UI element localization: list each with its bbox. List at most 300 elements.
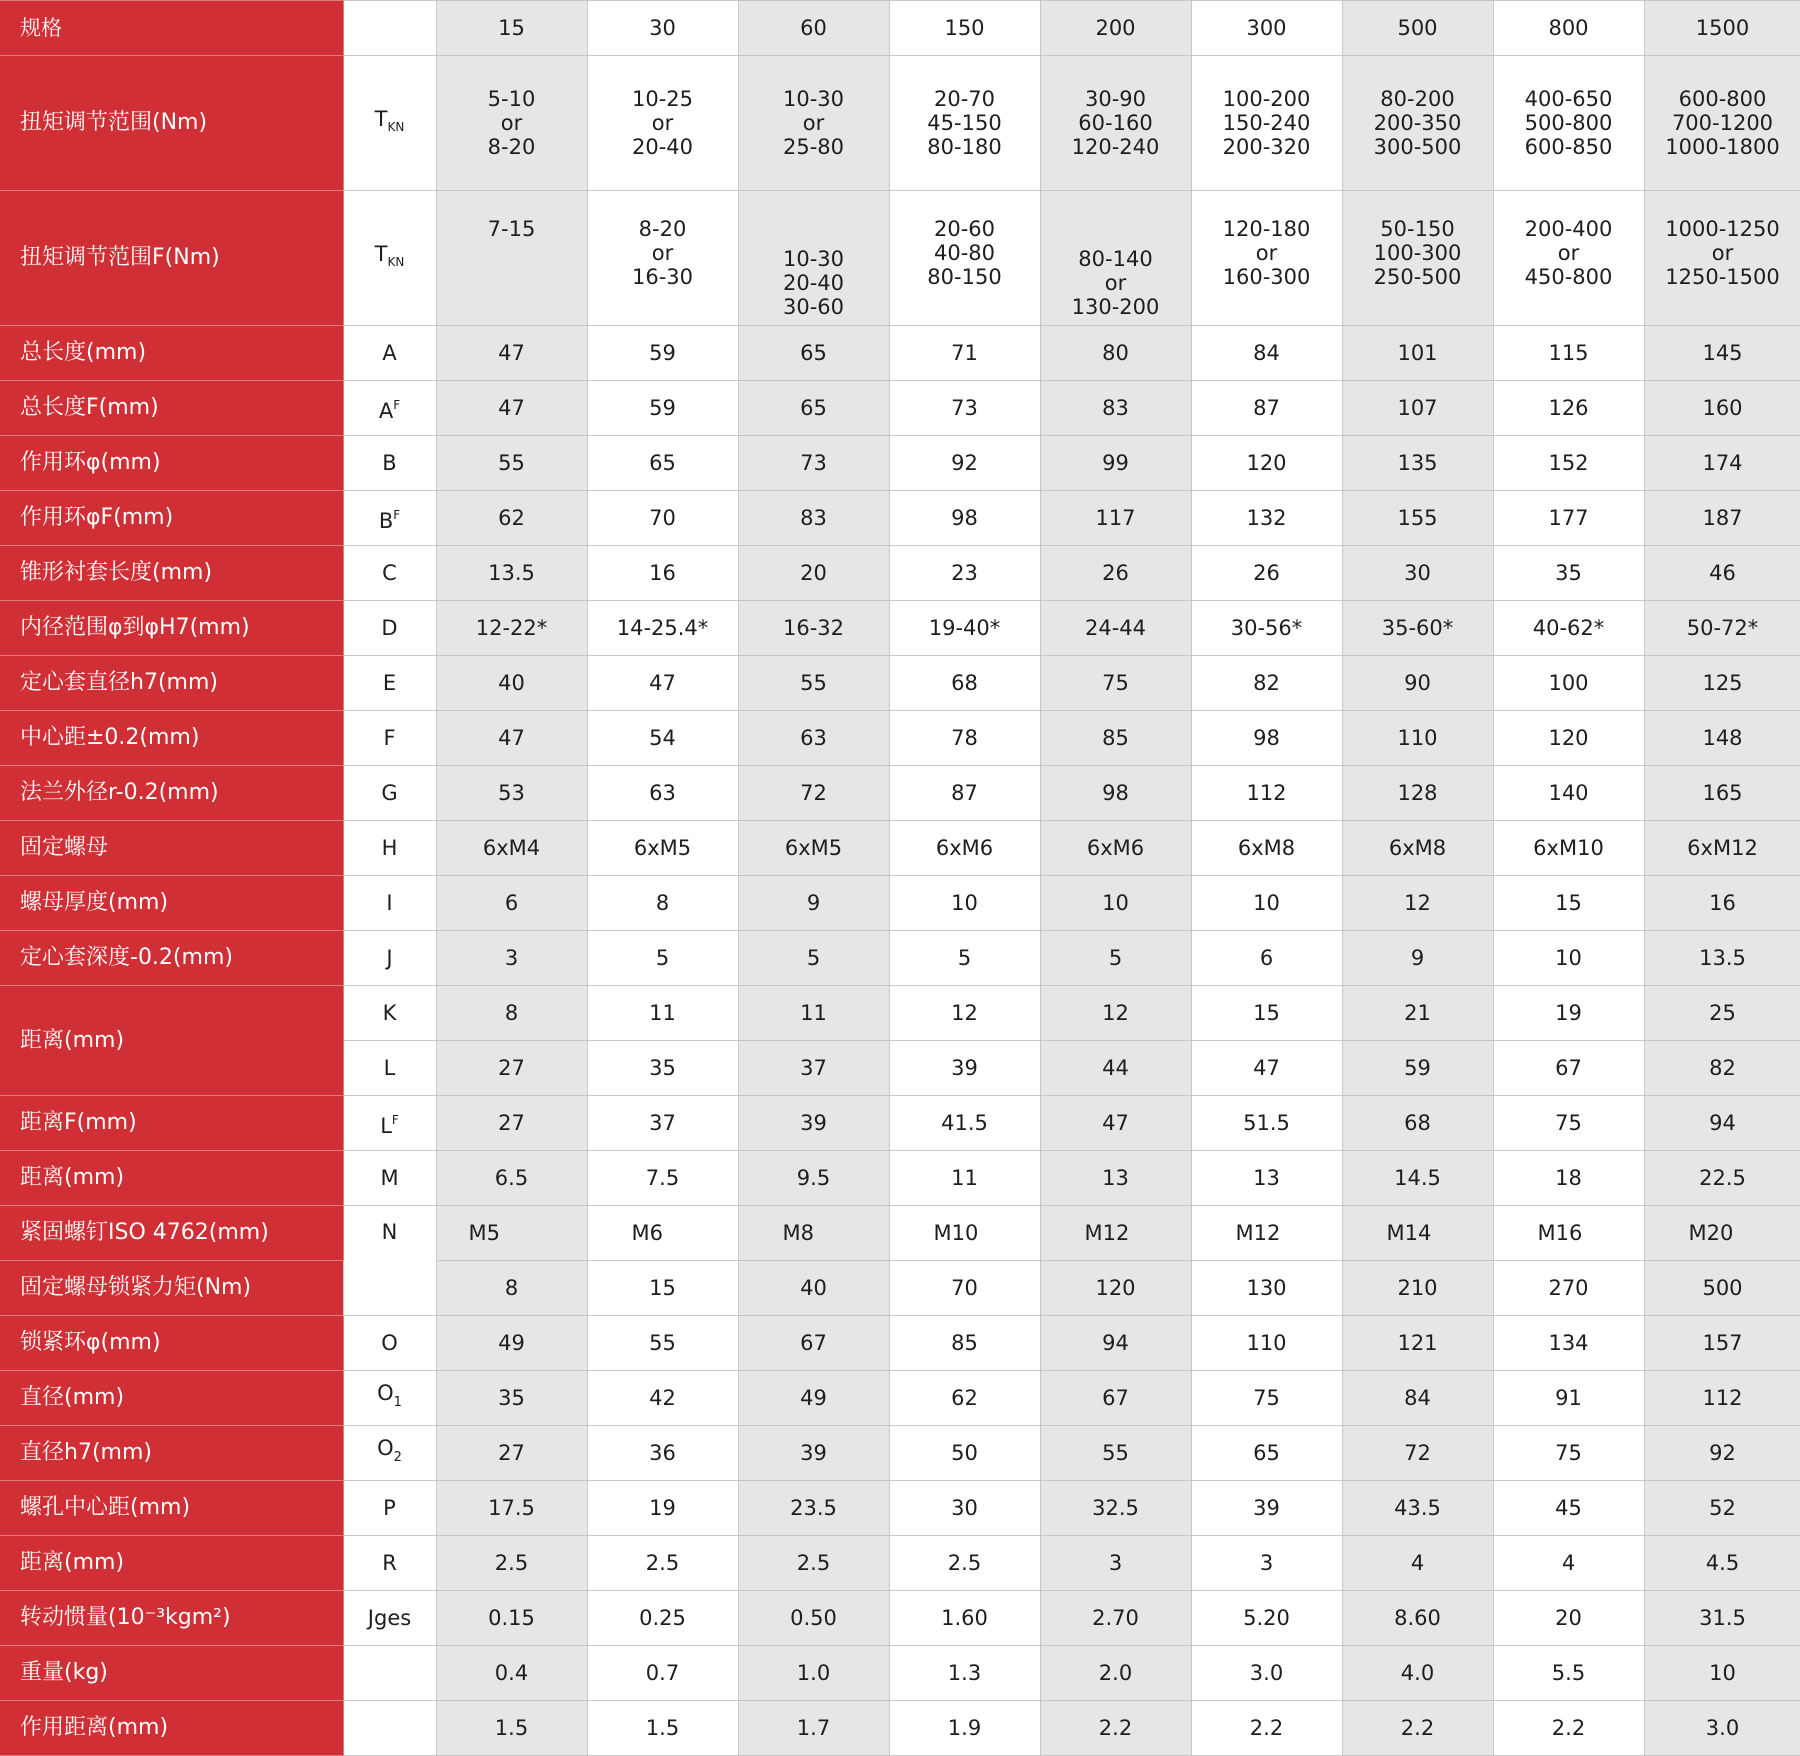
value-cell: 12-22* <box>436 601 587 656</box>
table-row <box>0 56 1800 191</box>
value-cell: 85 <box>1040 711 1191 766</box>
value-cell: 200-400 or 450-800 <box>1493 191 1644 326</box>
value-cell: 145 <box>1644 326 1800 381</box>
table-row <box>0 1371 1800 1426</box>
value-cell: 27 <box>436 1096 587 1151</box>
value-cell: M8 <box>738 1206 889 1261</box>
value-cell: 54 <box>587 711 738 766</box>
value-cell: 14.5 <box>1342 1151 1493 1206</box>
row-label: 锁紧环φ(mm) <box>0 1316 343 1371</box>
value-cell: 5 <box>1040 931 1191 986</box>
row-symbol: $T_{KN}$ <box>343 191 436 326</box>
row-label: 固定螺母 <box>0 821 343 876</box>
table-row <box>0 1261 1800 1316</box>
value-cell: 9 <box>1342 931 1493 986</box>
row-label: 总长度(mm) <box>0 326 343 381</box>
table-row <box>0 711 1800 766</box>
value-cell: 500 <box>1644 1261 1800 1316</box>
value-cell: 73 <box>738 436 889 491</box>
value-cell: 1.7 <box>738 1701 889 1756</box>
value-cell: 94 <box>1040 1316 1191 1371</box>
row-label: 距离(mm) <box>0 1151 343 1206</box>
value-cell: 39 <box>889 1041 1040 1096</box>
value-cell: 5-10 or 8-20 <box>436 56 587 191</box>
value-cell: 6xM6 <box>889 821 1040 876</box>
header-label: 规格 <box>0 1 343 56</box>
value-cell: 85 <box>889 1316 1040 1371</box>
value-cell: 99 <box>1040 436 1191 491</box>
value-cell: 37 <box>738 1041 889 1096</box>
value-cell: 67 <box>738 1316 889 1371</box>
value-cell: 20 <box>738 546 889 601</box>
value-cell: 19 <box>587 1481 738 1536</box>
value-cell: 43.5 <box>1342 1481 1493 1536</box>
value-cell: 4.0 <box>1342 1646 1493 1701</box>
value-cell: 5.5 <box>1493 1646 1644 1701</box>
row-label: 作用环φF(mm) <box>0 491 343 546</box>
value-cell: 270 <box>1493 1261 1644 1316</box>
value-cell: M5 <box>436 1206 587 1261</box>
row-symbol: O <box>343 1316 436 1371</box>
value-cell: 35 <box>436 1371 587 1426</box>
value-cell: 5 <box>889 931 1040 986</box>
value-cell: 174 <box>1644 436 1800 491</box>
value-cell: 112 <box>1644 1371 1800 1426</box>
size-header: 500 <box>1342 1 1493 56</box>
value-cell: 8 <box>436 1261 587 1316</box>
value-cell: 6.5 <box>436 1151 587 1206</box>
value-cell: 4 <box>1342 1536 1493 1591</box>
value-cell: 80-140 or 130-200 <box>1040 191 1191 326</box>
value-cell: 63 <box>738 711 889 766</box>
row-label: 中心距±0.2(mm) <box>0 711 343 766</box>
table-row <box>0 931 1800 986</box>
value-cell: 2.2 <box>1493 1701 1644 1756</box>
value-cell: 90 <box>1342 656 1493 711</box>
value-cell: 120 <box>1040 1261 1191 1316</box>
value-cell: 9 <box>738 876 889 931</box>
row-symbol: E <box>343 656 436 711</box>
value-cell: 135 <box>1342 436 1493 491</box>
value-cell: 5.20 <box>1191 1591 1342 1646</box>
value-cell: 110 <box>1342 711 1493 766</box>
value-cell: 8.60 <box>1342 1591 1493 1646</box>
size-header: 1500 <box>1644 1 1800 56</box>
value-cell: 50-72* <box>1644 601 1800 656</box>
value-cell: 16 <box>587 546 738 601</box>
value-cell: 82 <box>1191 656 1342 711</box>
value-cell: 120 <box>1191 436 1342 491</box>
row-symbol: H <box>343 821 436 876</box>
value-cell: 10-30 20-40 30-60 <box>738 191 889 326</box>
value-cell: 107 <box>1342 381 1493 436</box>
value-cell: M6 <box>587 1206 738 1261</box>
value-cell: 30-56* <box>1191 601 1342 656</box>
table-row <box>0 1206 1800 1261</box>
value-cell: 2.2 <box>1342 1701 1493 1756</box>
value-cell: 600-800 700-1200 1000-1800 <box>1644 56 1800 191</box>
value-cell: 80 <box>1040 326 1191 381</box>
value-cell: 87 <box>889 766 1040 821</box>
row-label: 扭矩调节范围F(Nm) <box>0 191 343 326</box>
value-cell: 15 <box>1191 986 1342 1041</box>
value-cell: 49 <box>436 1316 587 1371</box>
value-cell: 98 <box>1040 766 1191 821</box>
row-symbol <box>343 1646 436 1701</box>
row-label: 锥形衬套长度(mm) <box>0 546 343 601</box>
value-cell: 55 <box>738 656 889 711</box>
value-cell: 91 <box>1493 1371 1644 1426</box>
value-cell: 39 <box>738 1096 889 1151</box>
value-cell: 125 <box>1644 656 1800 711</box>
row-symbol: K <box>343 986 436 1041</box>
value-cell: 148 <box>1644 711 1800 766</box>
value-cell: 6xM10 <box>1493 821 1644 876</box>
value-cell: 51.5 <box>1191 1096 1342 1151</box>
value-cell: 1.0 <box>738 1646 889 1701</box>
value-cell: 10 <box>1644 1646 1800 1701</box>
value-cell: 6xM8 <box>1342 821 1493 876</box>
row-symbol: P <box>343 1481 436 1536</box>
value-cell: 84 <box>1191 326 1342 381</box>
value-cell: 47 <box>436 711 587 766</box>
value-cell: 1.3 <box>889 1646 1040 1701</box>
row-symbol: G <box>343 766 436 821</box>
row-symbol: $L^F$ <box>343 1096 436 1151</box>
value-cell: 126 <box>1493 381 1644 436</box>
value-cell: 12 <box>889 986 1040 1041</box>
value-cell: 11 <box>738 986 889 1041</box>
value-cell: 8 <box>436 986 587 1041</box>
row-symbol: M <box>343 1151 436 1206</box>
value-cell: 15 <box>1493 876 1644 931</box>
table-row <box>0 1701 1800 1756</box>
value-cell: 47 <box>587 656 738 711</box>
value-cell: 23.5 <box>738 1481 889 1536</box>
value-cell: 187 <box>1644 491 1800 546</box>
value-cell: 6xM6 <box>1040 821 1191 876</box>
value-cell: 83 <box>738 491 889 546</box>
value-cell: 8 <box>587 876 738 931</box>
value-cell: 134 <box>1493 1316 1644 1371</box>
value-cell: 80-200 200-350 300-500 <box>1342 56 1493 191</box>
value-cell: 3.0 <box>1644 1701 1800 1756</box>
value-cell: 30-90 60-160 120-240 <box>1040 56 1191 191</box>
value-cell: 1.5 <box>587 1701 738 1756</box>
value-cell: 11 <box>889 1151 1040 1206</box>
value-cell: 0.50 <box>738 1591 889 1646</box>
value-cell: 94 <box>1644 1096 1800 1151</box>
value-cell: 115 <box>1493 326 1644 381</box>
value-cell: 30 <box>1342 546 1493 601</box>
value-cell: 1.5 <box>436 1701 587 1756</box>
row-label: 转动惯量(10⁻³kgm²) <box>0 1591 343 1646</box>
value-cell: 47 <box>1191 1041 1342 1096</box>
value-cell: 67 <box>1493 1041 1644 1096</box>
value-cell: 24-44 <box>1040 601 1191 656</box>
value-cell: 75 <box>1191 1371 1342 1426</box>
value-cell: 128 <box>1342 766 1493 821</box>
size-header: 300 <box>1191 1 1342 56</box>
size-header: 30 <box>587 1 738 56</box>
value-cell: 40-62* <box>1493 601 1644 656</box>
value-cell: 2.5 <box>738 1536 889 1591</box>
value-cell: M20 <box>1644 1206 1800 1261</box>
row-label: 直径h7(mm) <box>0 1426 343 1481</box>
value-cell: 75 <box>1040 656 1191 711</box>
value-cell: 70 <box>587 491 738 546</box>
table-row <box>0 986 1800 1041</box>
value-cell: 110 <box>1191 1316 1342 1371</box>
value-cell: 47 <box>436 326 587 381</box>
value-cell: 41.5 <box>889 1096 1040 1151</box>
value-cell: 6 <box>1191 931 1342 986</box>
table-row <box>0 1151 1800 1206</box>
value-cell: 112 <box>1191 766 1342 821</box>
row-label: 螺母厚度(mm) <box>0 876 343 931</box>
value-cell: 210 <box>1342 1261 1493 1316</box>
value-cell: 65 <box>587 436 738 491</box>
value-cell: 59 <box>1342 1041 1493 1096</box>
value-cell: 13.5 <box>436 546 587 601</box>
value-cell: 6xM8 <box>1191 821 1342 876</box>
size-header: 200 <box>1040 1 1191 56</box>
value-cell: 5 <box>587 931 738 986</box>
value-cell: 35-60* <box>1342 601 1493 656</box>
value-cell: 20-60 40-80 80-150 <box>889 191 1040 326</box>
value-cell: 83 <box>1040 381 1191 436</box>
row-label: 距离(mm) <box>0 986 343 1096</box>
value-cell: 59 <box>587 381 738 436</box>
value-cell: 87 <box>1191 381 1342 436</box>
value-cell: 152 <box>1493 436 1644 491</box>
row-symbol: $T_{KN}$ <box>343 56 436 191</box>
value-cell: 3 <box>1191 1536 1342 1591</box>
value-cell: 19 <box>1493 986 1644 1041</box>
value-cell: 70 <box>889 1261 1040 1316</box>
value-cell: 2.0 <box>1040 1646 1191 1701</box>
value-cell: 31.5 <box>1644 1591 1800 1646</box>
row-label: 距离F(mm) <box>0 1096 343 1151</box>
size-header: 60 <box>738 1 889 56</box>
table-row <box>0 1481 1800 1536</box>
value-cell: 10 <box>1191 876 1342 931</box>
value-cell: 100 <box>1493 656 1644 711</box>
value-cell: 6 <box>436 876 587 931</box>
value-cell: 52 <box>1644 1481 1800 1536</box>
value-cell: 55 <box>1040 1426 1191 1481</box>
value-cell: 19-40* <box>889 601 1040 656</box>
value-cell: 13.5 <box>1644 931 1800 986</box>
value-cell: 92 <box>889 436 1040 491</box>
table-row <box>0 436 1800 491</box>
table-row <box>0 821 1800 876</box>
value-cell: 7.5 <box>587 1151 738 1206</box>
value-cell: 49 <box>738 1371 889 1426</box>
row-symbol: $O_1$ <box>343 1371 436 1426</box>
value-cell: 100-200 150-240 200-320 <box>1191 56 1342 191</box>
value-cell: 2.2 <box>1191 1701 1342 1756</box>
row-symbol: A <box>343 326 436 381</box>
value-cell: 75 <box>1493 1426 1644 1481</box>
value-cell: 50 <box>889 1426 1040 1481</box>
value-cell: 2.5 <box>587 1536 738 1591</box>
value-cell: 10 <box>889 876 1040 931</box>
value-cell: 120-180 or 160-300 <box>1191 191 1342 326</box>
row-label: 紧固螺钉ISO 4762(mm) <box>0 1206 343 1261</box>
value-cell: 1.9 <box>889 1701 1040 1756</box>
row-label: 直径(mm) <box>0 1371 343 1426</box>
value-cell: 165 <box>1644 766 1800 821</box>
table-row <box>0 546 1800 601</box>
value-cell: 101 <box>1342 326 1493 381</box>
value-cell: 0.15 <box>436 1591 587 1646</box>
row-symbol: $B^F$ <box>343 491 436 546</box>
header-row <box>0 1 1800 56</box>
value-cell: 63 <box>587 766 738 821</box>
table-row <box>0 326 1800 381</box>
value-cell: M10 <box>889 1206 1040 1261</box>
row-symbol: C <box>343 546 436 601</box>
value-cell: 39 <box>738 1426 889 1481</box>
table-row <box>0 1646 1800 1701</box>
value-cell: 46 <box>1644 546 1800 601</box>
value-cell: 140 <box>1493 766 1644 821</box>
row-label: 扭矩调节范围(Nm) <box>0 56 343 191</box>
value-cell: 132 <box>1191 491 1342 546</box>
value-cell: 400-650 500-800 600-850 <box>1493 56 1644 191</box>
value-cell: 16 <box>1644 876 1800 931</box>
table-row <box>0 876 1800 931</box>
value-cell: 53 <box>436 766 587 821</box>
value-cell: 71 <box>889 326 1040 381</box>
value-cell: 39 <box>1191 1481 1342 1536</box>
row-symbol: F <box>343 711 436 766</box>
value-cell: 78 <box>889 711 1040 766</box>
value-cell: M14 <box>1342 1206 1493 1261</box>
value-cell: 155 <box>1342 491 1493 546</box>
value-cell: 8-20 or 16-30 <box>587 191 738 326</box>
value-cell: M12 <box>1040 1206 1191 1261</box>
table-row <box>0 766 1800 821</box>
row-symbol: I <box>343 876 436 931</box>
row-symbol: $O_2$ <box>343 1426 436 1481</box>
value-cell: 0.25 <box>587 1591 738 1646</box>
value-cell: 121 <box>1342 1316 1493 1371</box>
value-cell: 3.0 <box>1191 1646 1342 1701</box>
value-cell: 23 <box>889 546 1040 601</box>
value-cell: 117 <box>1040 491 1191 546</box>
value-cell: 6xM5 <box>738 821 889 876</box>
table-row <box>0 491 1800 546</box>
row-label: 总长度F(mm) <box>0 381 343 436</box>
value-cell: 62 <box>889 1371 1040 1426</box>
value-cell: 4.5 <box>1644 1536 1800 1591</box>
value-cell: 55 <box>587 1316 738 1371</box>
table-row <box>0 1096 1800 1151</box>
row-label: 重量(kg) <box>0 1646 343 1701</box>
size-header: 150 <box>889 1 1040 56</box>
value-cell: 40 <box>436 656 587 711</box>
value-cell: 12 <box>1040 986 1191 1041</box>
value-cell: 82 <box>1644 1041 1800 1096</box>
value-cell: 2.2 <box>1040 1701 1191 1756</box>
row-symbol: L <box>343 1041 436 1096</box>
value-cell: 92 <box>1644 1426 1800 1481</box>
row-label: 定心套直径h7(mm) <box>0 656 343 711</box>
value-cell: 10 <box>1493 931 1644 986</box>
value-cell: 6xM4 <box>436 821 587 876</box>
value-cell: 16-32 <box>738 601 889 656</box>
value-cell: 12 <box>1342 876 1493 931</box>
value-cell: 65 <box>738 381 889 436</box>
value-cell: 65 <box>738 326 889 381</box>
row-symbol: R <box>343 1536 436 1591</box>
value-cell: 25 <box>1644 986 1800 1041</box>
row-label: 作用距离(mm) <box>0 1701 343 1756</box>
value-cell: 6xM12 <box>1644 821 1800 876</box>
value-cell: 20 <box>1493 1591 1644 1646</box>
value-cell: 62 <box>436 491 587 546</box>
table-row <box>0 1536 1800 1591</box>
value-cell: 2.5 <box>436 1536 587 1591</box>
row-label: 内径范围φ到φH7(mm) <box>0 601 343 656</box>
value-cell: 72 <box>738 766 889 821</box>
value-cell: 65 <box>1191 1426 1342 1481</box>
value-cell: 45 <box>1493 1481 1644 1536</box>
value-cell: 17.5 <box>436 1481 587 1536</box>
value-cell: 160 <box>1644 381 1800 436</box>
value-cell: 40 <box>738 1261 889 1316</box>
table-row <box>0 601 1800 656</box>
row-symbol: J <box>343 931 436 986</box>
size-header: 800 <box>1493 1 1644 56</box>
value-cell: 32.5 <box>1040 1481 1191 1536</box>
row-symbol: B <box>343 436 436 491</box>
value-cell: 5 <box>738 931 889 986</box>
value-cell: 73 <box>889 381 1040 436</box>
value-cell: 98 <box>889 491 1040 546</box>
value-cell: 2.5 <box>889 1536 1040 1591</box>
value-cell: 22.5 <box>1644 1151 1800 1206</box>
row-symbol: Jges <box>343 1591 436 1646</box>
value-cell: 10-30 or 25-80 <box>738 56 889 191</box>
value-cell: 2.70 <box>1040 1591 1191 1646</box>
value-cell: 0.4 <box>436 1646 587 1701</box>
value-cell: 26 <box>1191 546 1342 601</box>
value-cell: 44 <box>1040 1041 1191 1096</box>
value-cell: 30 <box>889 1481 1040 1536</box>
value-cell: 1000-1250 or 1250-1500 <box>1644 191 1800 326</box>
row-label: 固定螺母锁紧力矩(Nm) <box>0 1261 343 1316</box>
value-cell: 1.60 <box>889 1591 1040 1646</box>
value-cell: M16 <box>1493 1206 1644 1261</box>
value-cell: 14-25.4* <box>587 601 738 656</box>
value-cell: 47 <box>1040 1096 1191 1151</box>
value-cell: 18 <box>1493 1151 1644 1206</box>
value-cell: 59 <box>587 326 738 381</box>
table-row <box>0 1316 1800 1371</box>
table-row <box>0 1426 1800 1481</box>
value-cell: 13 <box>1191 1151 1342 1206</box>
table-row <box>0 656 1800 711</box>
value-cell: 20-70 45-150 80-180 <box>889 56 1040 191</box>
value-cell: 42 <box>587 1371 738 1426</box>
row-label: 螺孔中心距(mm) <box>0 1481 343 1536</box>
value-cell: 67 <box>1040 1371 1191 1426</box>
value-cell: 68 <box>1342 1096 1493 1151</box>
value-cell: 11 <box>587 986 738 1041</box>
